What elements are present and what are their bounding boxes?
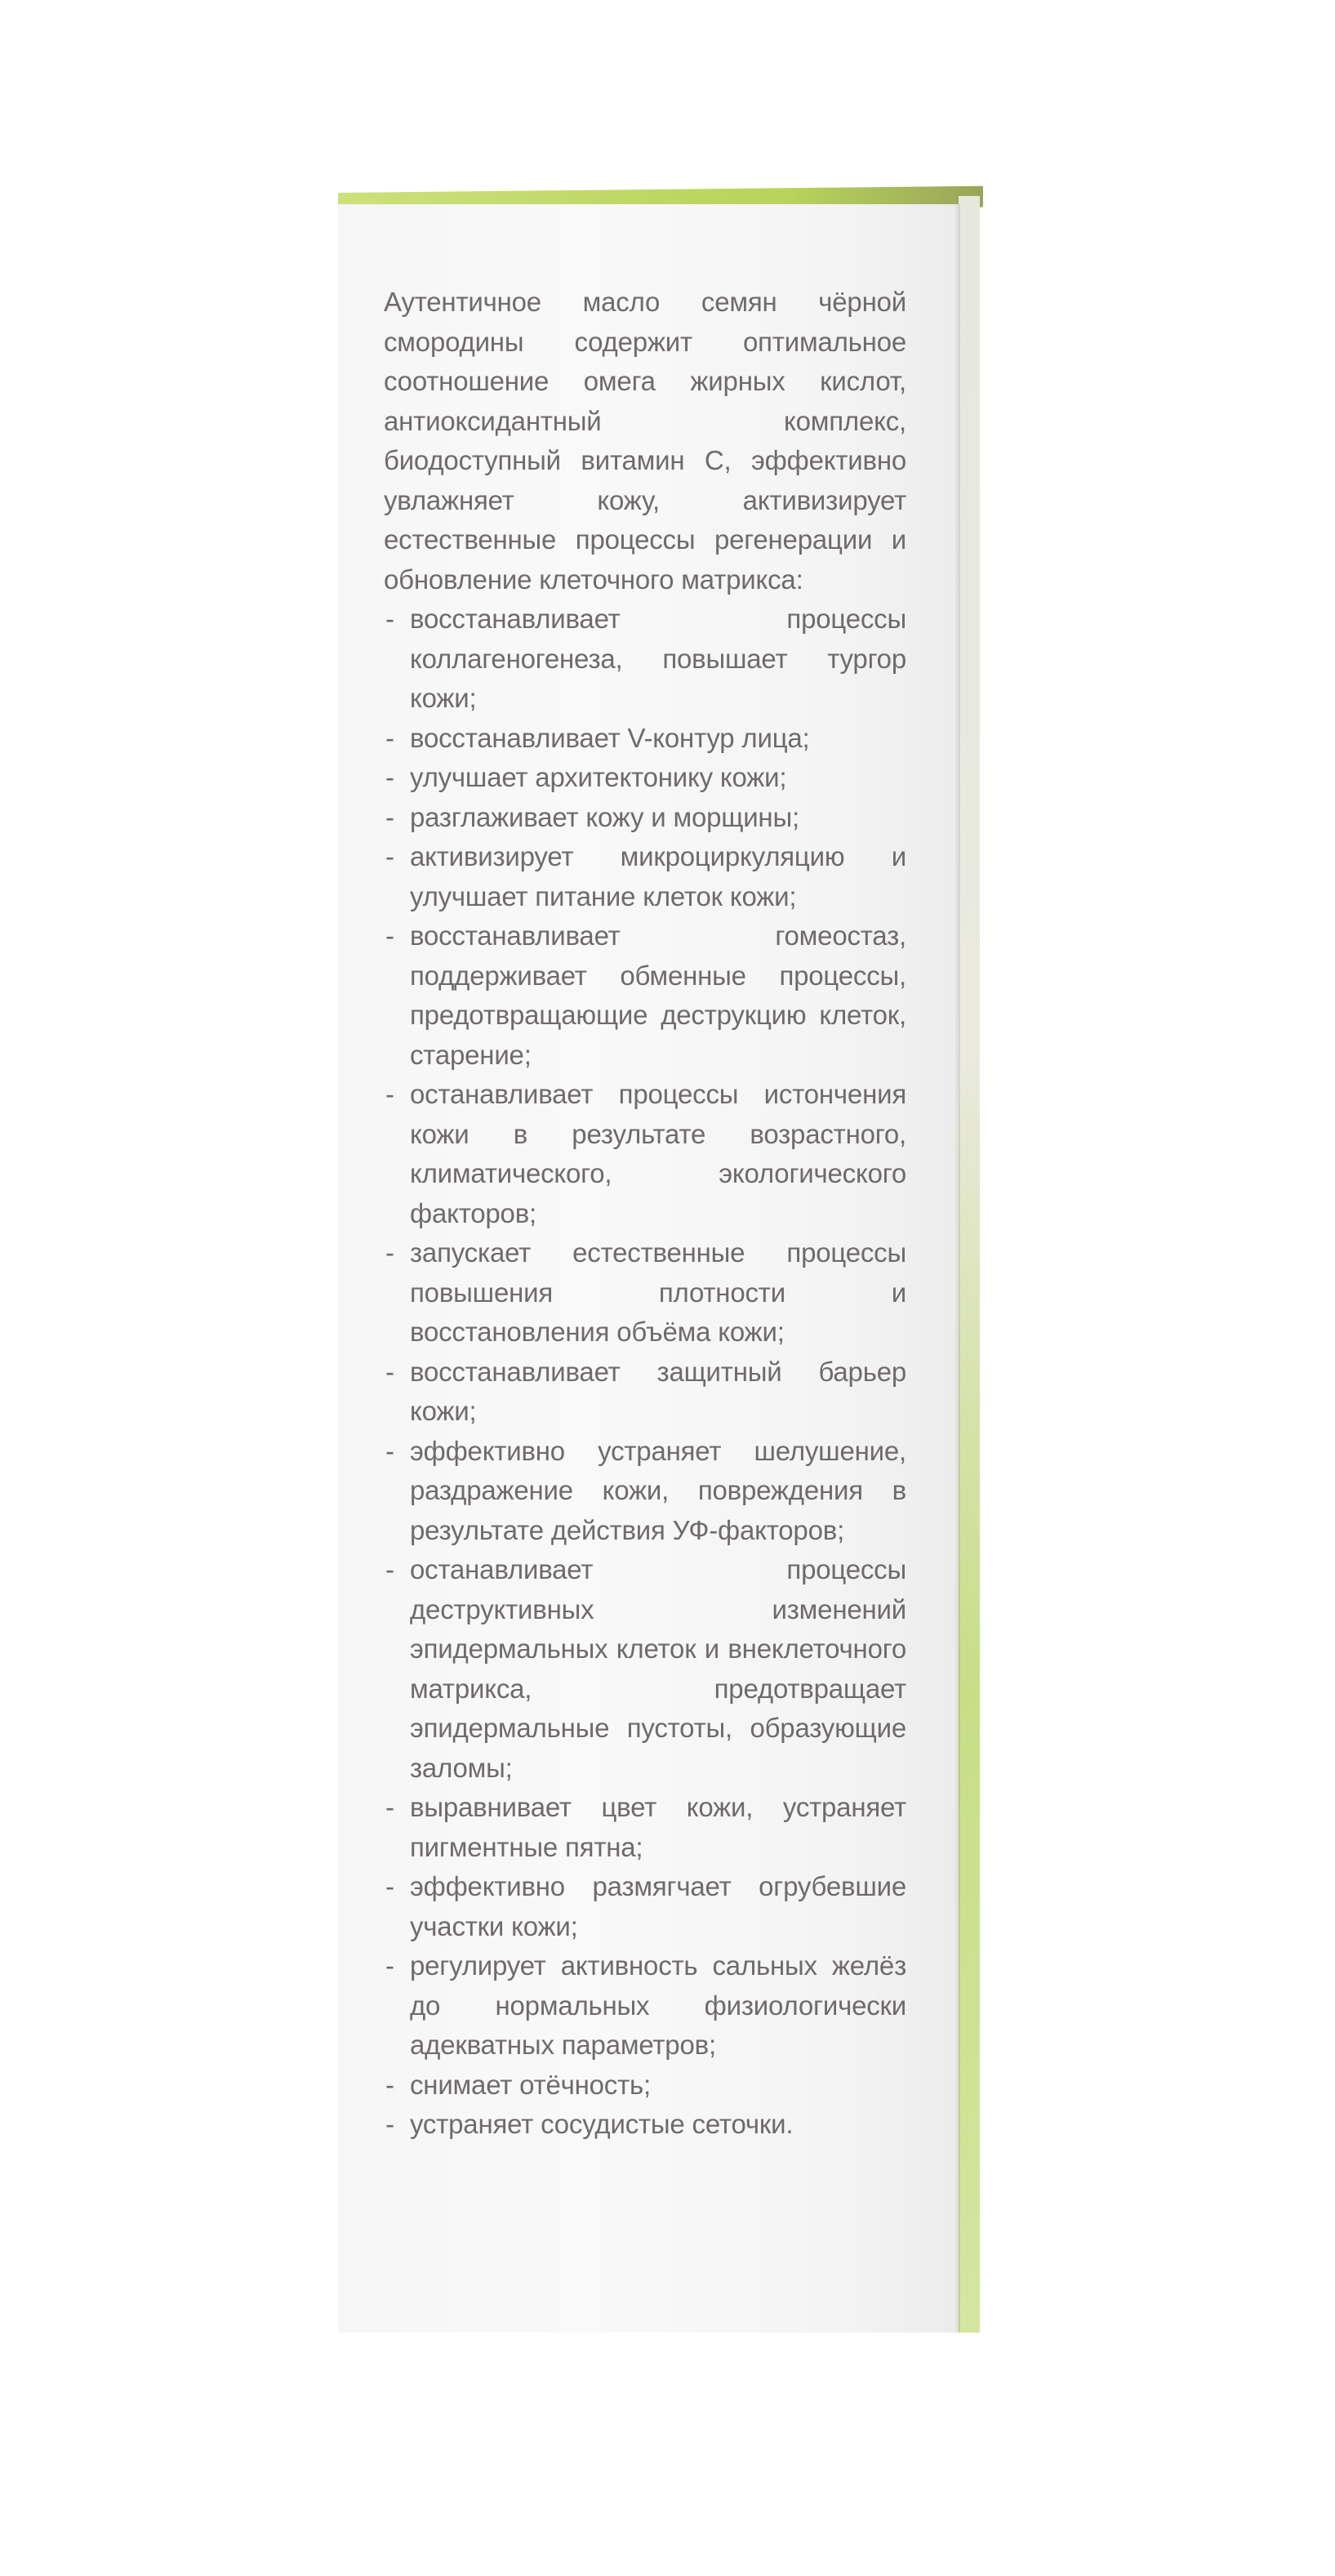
benefits-list	[384, 599, 906, 2145]
benefit-item: - эффективно размягчает огрубевшие участки кожи;	[384, 1867, 906, 1946]
product-description	[384, 283, 906, 2145]
product-box	[338, 193, 968, 2333]
benefit-item: - запускает естественные процессы повышения плотности и восстановления объёма кожи;	[384, 1233, 906, 1353]
benefit-item: - восстанавливает процессы коллагеногенеза, повышает тургор кожи;	[384, 599, 906, 719]
benefit-item: - разглаживает кожу и морщины;	[384, 798, 906, 838]
benefit-item: - эффективно устраняет шелушение, раздражение кожи, повреждения в результате действия УФ-факторов;	[384, 1432, 906, 1551]
benefit-item: - устраняет сосудистые сеточки.	[384, 2105, 906, 2145]
benefit-item: - активизирует микроциркуляцию и улучшает питание клеток кожи;	[384, 837, 906, 916]
benefit-item: - останавливает процессы истончения кожи в результате возрастного, климатического, экологического факторов;	[384, 1075, 906, 1233]
benefit-item: - регулирует активность сальных желёз до нормальных физиологически адекватных параметров;	[384, 1946, 906, 2066]
benefit-item: - восстанавливает V-контур лица;	[384, 719, 906, 759]
benefit-item: - восстанавливает защитный барьер кожи;	[384, 1353, 906, 1432]
benefit-item: - выравнивает цвет кожи, устраняет пигментные пятна;	[384, 1788, 906, 1867]
benefit-item: - восстанавливает гомеостаз, поддерживает обменные процессы, предотвращающие деструкцию клеток, старение;	[384, 916, 906, 1075]
benefit-item: - останавливает процессы деструктивных изменений эпидермальных клеток и внеклеточного матрикса, предотвращает эпидермальные пустоты, образующие заломы;	[384, 1550, 906, 1788]
box-side-panel	[959, 196, 980, 2333]
benefit-item: - снимает отёчность;	[384, 2066, 906, 2106]
description-intro: Аутентичное масло семян чёрной смородины содержит оптимальное соотношение омега жирных кислот, антиоксидантный комплекс, биодоступный витамин С, эффективно увлажняет кожу, активизирует естественные процессы регенерации и обновление клеточного матрикса:	[384, 287, 906, 595]
benefit-item: - улучшает архитектонику кожи;	[384, 758, 906, 798]
box-edge-shadow	[955, 204, 960, 2333]
